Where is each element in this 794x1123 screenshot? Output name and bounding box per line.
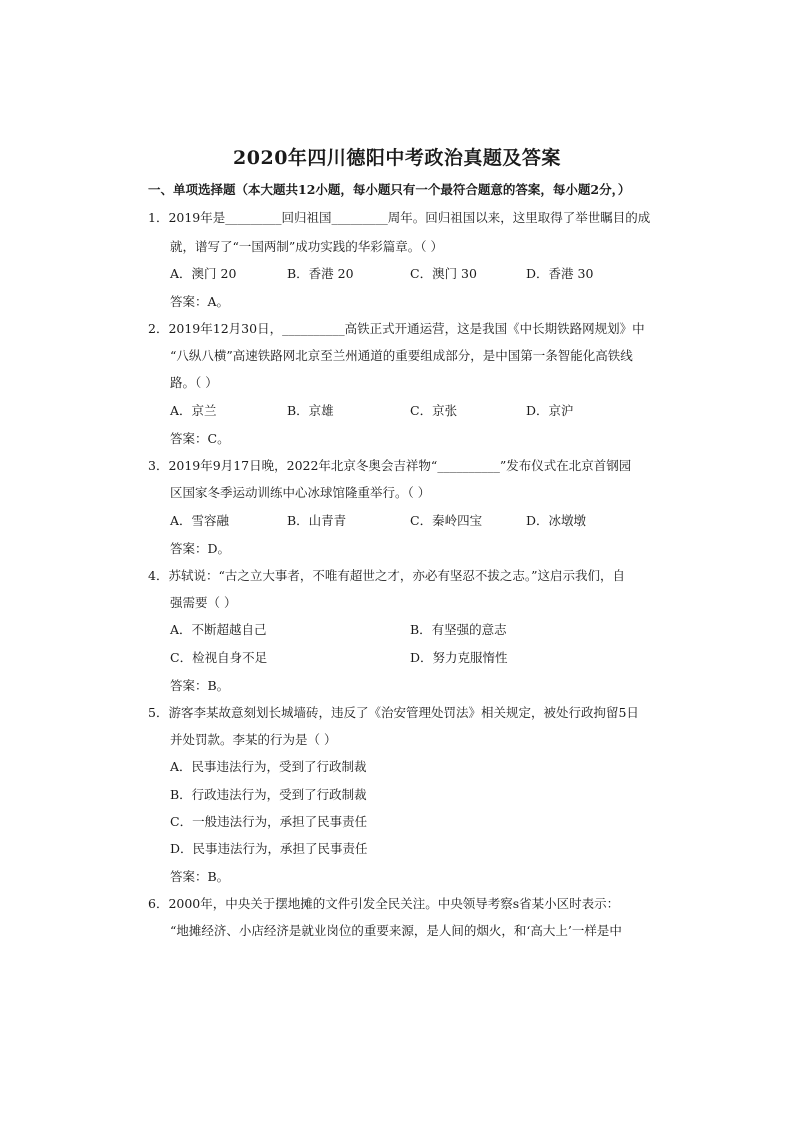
option-d: D．冰墩墩 [526,513,587,528]
option-b: B．京雄 [287,403,334,418]
question-line: 就，谱写了“一国两制”成功实践的华彩篇章。（ ） [170,239,444,254]
section-heading: 一、单项选择题（本大题共12小题，每小题只有一个最符合题意的答案，每小题2分，） [148,182,631,197]
option-d: D．香港 30 [526,266,594,281]
question-line: 并处罚款。李某的行为是（ ） [170,732,337,747]
question-line: 6．2000年，中央关于摆地摊的文件引发全民关注。中央领导考察s省某小区时表示： [148,896,620,911]
option-a: A．京兰 [170,403,217,418]
option-b: B．有坚强的意志 [410,622,507,637]
question-line: 1．2019年是_________回归祖国_________周年。回归祖国以来，这里取得了举世瞩目的成 [148,210,651,225]
option-c: C．京张 [410,403,458,418]
answer: 答案：A。 [170,294,230,309]
page-title: 2020年四川德阳中考政治真题及答案 [233,147,561,169]
option-a: A．雪容融 [170,513,230,528]
question-line: “八纵八横”高速铁路网北京至兰州通道的重要组成部分，是中国第一条智能化高铁线 [170,348,633,363]
question-line: 路。（ ） [170,375,218,390]
option-c: C．澳门 30 [410,266,477,281]
question-line: 区国家冬季运动训练中心冰球馆隆重举行。（ ） [170,485,431,500]
answer: 答案：B。 [170,869,230,884]
option-b: B．香港 20 [287,266,354,281]
question-line: 2．2019年12月30日，__________高铁正式开通运营，这是我国《中长期铁路网规划》中 [148,321,645,336]
option-a: A．澳门 20 [170,266,237,281]
option-a: A．民事违法行为，受到了行政制裁 [170,759,367,774]
question-line: 5．游客李某故意刻划长城墙砖，违反了《治安管理处罚法》相关规定，被处行政拘留5日 [148,705,639,720]
option-b: B．行政违法行为，受到了行政制裁 [170,787,367,802]
option-b: B．山青青 [287,513,347,528]
option-d: D．民事违法行为，承担了民事责任 [170,841,368,856]
answer: 答案：B。 [170,678,230,693]
answer: 答案：C。 [170,431,230,446]
option-d: D．努力克服惰性 [410,650,508,665]
answer: 答案：D。 [170,541,231,556]
question-line: 4．苏轼说：“古之立大事者，不唯有超世之才，亦必有坚忍不拔之志。”这启示我们，自 [148,568,625,583]
question-line: 3．2019年9月17日晚，2022年北京冬奥会吉祥物“__________”发布仪式在北京首钢园 [148,458,632,473]
option-c: C．检视自身不足 [170,650,268,665]
question-line: 强需要（ ） [170,595,237,610]
question-line: “地摊经济、小店经济是就业岗位的重要来源，是人间的烟火，和‘高大上’一样是中 [170,923,622,938]
option-c: C．秦岭四宝 [410,513,483,528]
option-d: D．京沪 [526,403,574,418]
option-c: C．一般违法行为，承担了民事责任 [170,814,368,829]
option-a: A．不断超越自己 [170,622,267,637]
